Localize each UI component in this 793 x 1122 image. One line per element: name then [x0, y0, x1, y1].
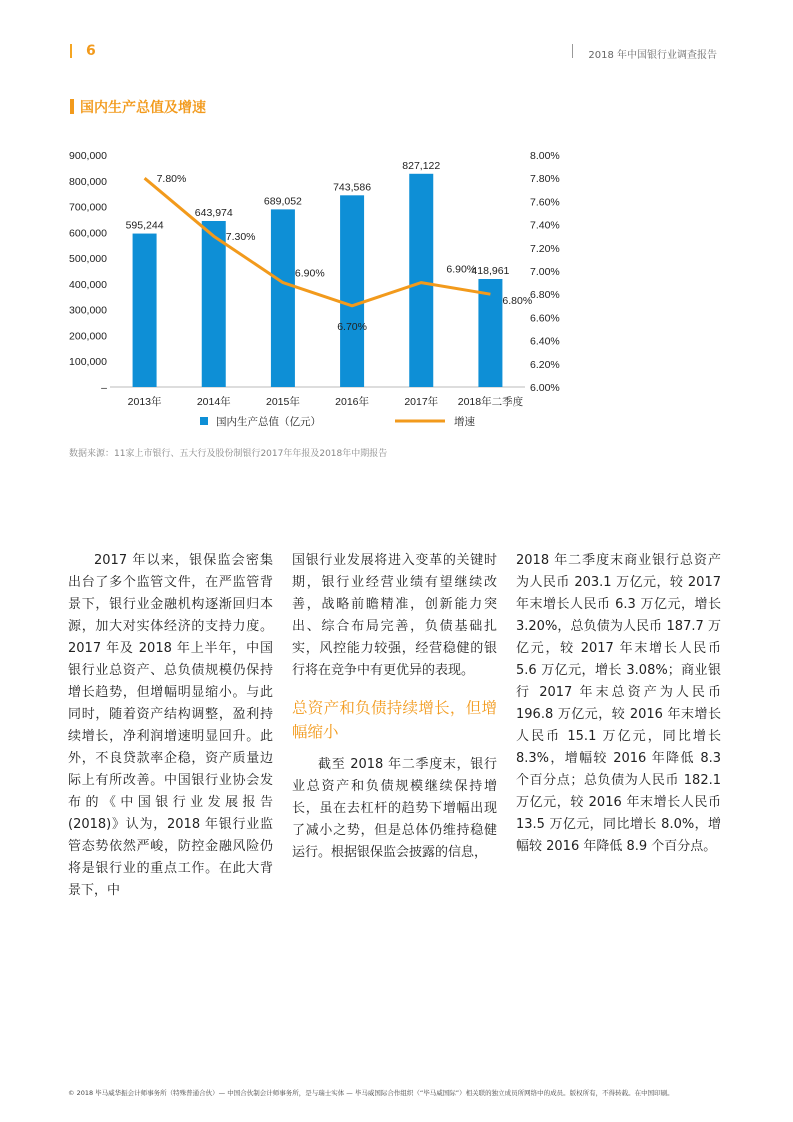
- right-axis-tick: 8.00%: [530, 150, 560, 162]
- x-category-label: 2018年二季度: [457, 396, 524, 408]
- x-category-label: 2013年: [127, 396, 162, 408]
- gdp-bar: [340, 195, 364, 387]
- section-marker: [70, 99, 74, 114]
- gdp-bar: [478, 279, 502, 387]
- gdp-bar: [133, 234, 157, 387]
- right-axis-tick: 7.20%: [530, 242, 560, 255]
- right-axis-tick: 6.60%: [530, 312, 560, 325]
- gdp-bar: [409, 174, 433, 387]
- header-left-rule: [70, 44, 72, 58]
- growth-point-label: 7.80%: [156, 173, 187, 186]
- body-column-2: [292, 550, 497, 864]
- left-axis-tick: 900,000: [69, 150, 107, 162]
- x-category-label: 2015年: [265, 396, 300, 408]
- col1-paragraph: 2017 年以来，银保监会密集出台了多个监管文件，在严监管背景下，银行业金融机构逐渐回归本源，加大对实体经济的支持力度。2017 年及 2018 年上半年，中国银行业总资产、总负债规模仍保持增长趋势，但增幅明显缩小。与此同时，随着资产结构调整，盈利持续增长，净利润增速明显回升。此外，不良贷款率企稳，资产质量边际上有所改善。中国银行业协会发布的《中国银行业发展报告 (2018)》认为，2018 年银行业监管态势依然严峻，防控金融风险仍将是银行业的重点工作。在此大背景下，中: [68, 553, 273, 898]
- growth-point-label: 6.70%: [337, 320, 367, 333]
- report-title: 2018 年中国银行业调查报告: [588, 50, 717, 61]
- left-axis-tick: 800,000: [69, 175, 107, 188]
- gdp-bar-label: 827,122: [402, 159, 441, 172]
- right-axis-tick: 7.60%: [530, 196, 560, 209]
- body-column-1: [68, 550, 273, 902]
- col3-paragraph: 2018 年二季度末商业银行总资产为人民币 203.1 万亿元，较 2017 年末增长人民币 6.3 万亿元，增长 3.20%，总负债为人民币 187.7 万亿元，较 2017 年末增长人民币 5.6 万亿元，增长 3.08%；商业银行 2017 年末总资产为人民币 196.8 万亿元，较 2016 年末增长人民币 15.1 万亿元，同比增长 8.3%，增幅较 2016 年降低 8.3 个百分点；总负债为人民币 182.1 万亿元，较 2016 年末增长人民币 13.5 万亿元，同比增长 8.0%，增幅较 2016 年降低 8.9 个百分点。: [516, 553, 721, 854]
- left-axis-tick: 400,000: [69, 278, 107, 291]
- x-category-label: 2016年: [335, 396, 370, 408]
- left-axis-tick: 600,000: [69, 227, 107, 240]
- data-source: 数据来源：11家上市银行、五大行及股份制银行2017年年报及2018年中期报告: [69, 449, 388, 459]
- gdp-bar: [202, 221, 226, 387]
- section-title: 国内生产总值及增速: [80, 100, 206, 116]
- left-axis-tick: 300,000: [69, 304, 107, 317]
- legend-bar-label: 国内生产总值（亿元）: [216, 416, 321, 428]
- left-axis-tick: –: [101, 382, 107, 394]
- gdp-bar-label: 595,244: [125, 219, 164, 232]
- right-axis-tick: 7.80%: [530, 173, 560, 186]
- growth-point-label: 6.80%: [502, 295, 533, 308]
- growth-point-label: 6.90%: [446, 263, 477, 276]
- col2-subheading: 总资产和负债持续增长，但增幅缩小: [292, 699, 497, 741]
- right-axis-tick: 6.80%: [530, 289, 560, 302]
- right-axis-tick: 7.00%: [530, 266, 560, 278]
- gdp-chart: [50, 145, 610, 435]
- gdp-bar-label: 418,961: [471, 265, 510, 278]
- left-axis-tick: 500,000: [69, 253, 107, 266]
- right-axis-tick: 6.20%: [530, 358, 560, 371]
- left-axis-tick: 100,000: [69, 356, 107, 369]
- copyright-footer: © 2018 毕马威华振会计师事务所（特殊普通合伙）— 中国合伙制会计师事务所，是与瑞士实体 — 毕马威国际合作组织（“毕马威国际”）相关联的独立成员所网络中的成员。版权所有，不得转载。在中国印刷。: [68, 1089, 674, 1097]
- growth-point-label: 7.30%: [225, 231, 256, 244]
- x-category-label: 2017年: [404, 396, 439, 408]
- legend-line-label: 增速: [454, 416, 475, 428]
- right-axis-tick: 7.40%: [530, 219, 560, 232]
- body-column-3: [516, 550, 721, 858]
- gdp-bar-label: 643,974: [194, 206, 233, 219]
- page-number: 6: [86, 43, 96, 59]
- right-axis-tick: 6.00%: [530, 382, 560, 394]
- gdp-bar-label: 689,052: [263, 195, 302, 208]
- col2-paragraph-1: 国银行业发展将进入变革的关键时期，银行业经营业绩有望继续改善，战略前瞻精准，创新能力突出、综合布局完善，负债基础扎实，风控能力较强，经营稳健的银行将在竞争中有更优异的表现。: [292, 553, 497, 678]
- growth-point-label: 6.90%: [294, 267, 325, 280]
- left-axis-tick: 200,000: [69, 330, 107, 343]
- gdp-bar-label: 743,586: [333, 181, 372, 194]
- legend-bar-swatch: [200, 417, 208, 425]
- left-axis-tick: 700,000: [69, 201, 107, 214]
- gdp-bar: [271, 209, 295, 387]
- col2-paragraph-2: 截至 2018 年二季度末，银行业总资产和负债规模继续保持增长，虽在去杠杆的趋势下增幅出现了减小之势，但是总体仍维持稳健运行。根据银保监会披露的信息，: [292, 757, 497, 860]
- x-category-label: 2014年: [196, 396, 231, 408]
- header-separator: [572, 44, 573, 58]
- right-axis-tick: 6.40%: [530, 335, 560, 348]
- growth-line: [145, 178, 491, 306]
